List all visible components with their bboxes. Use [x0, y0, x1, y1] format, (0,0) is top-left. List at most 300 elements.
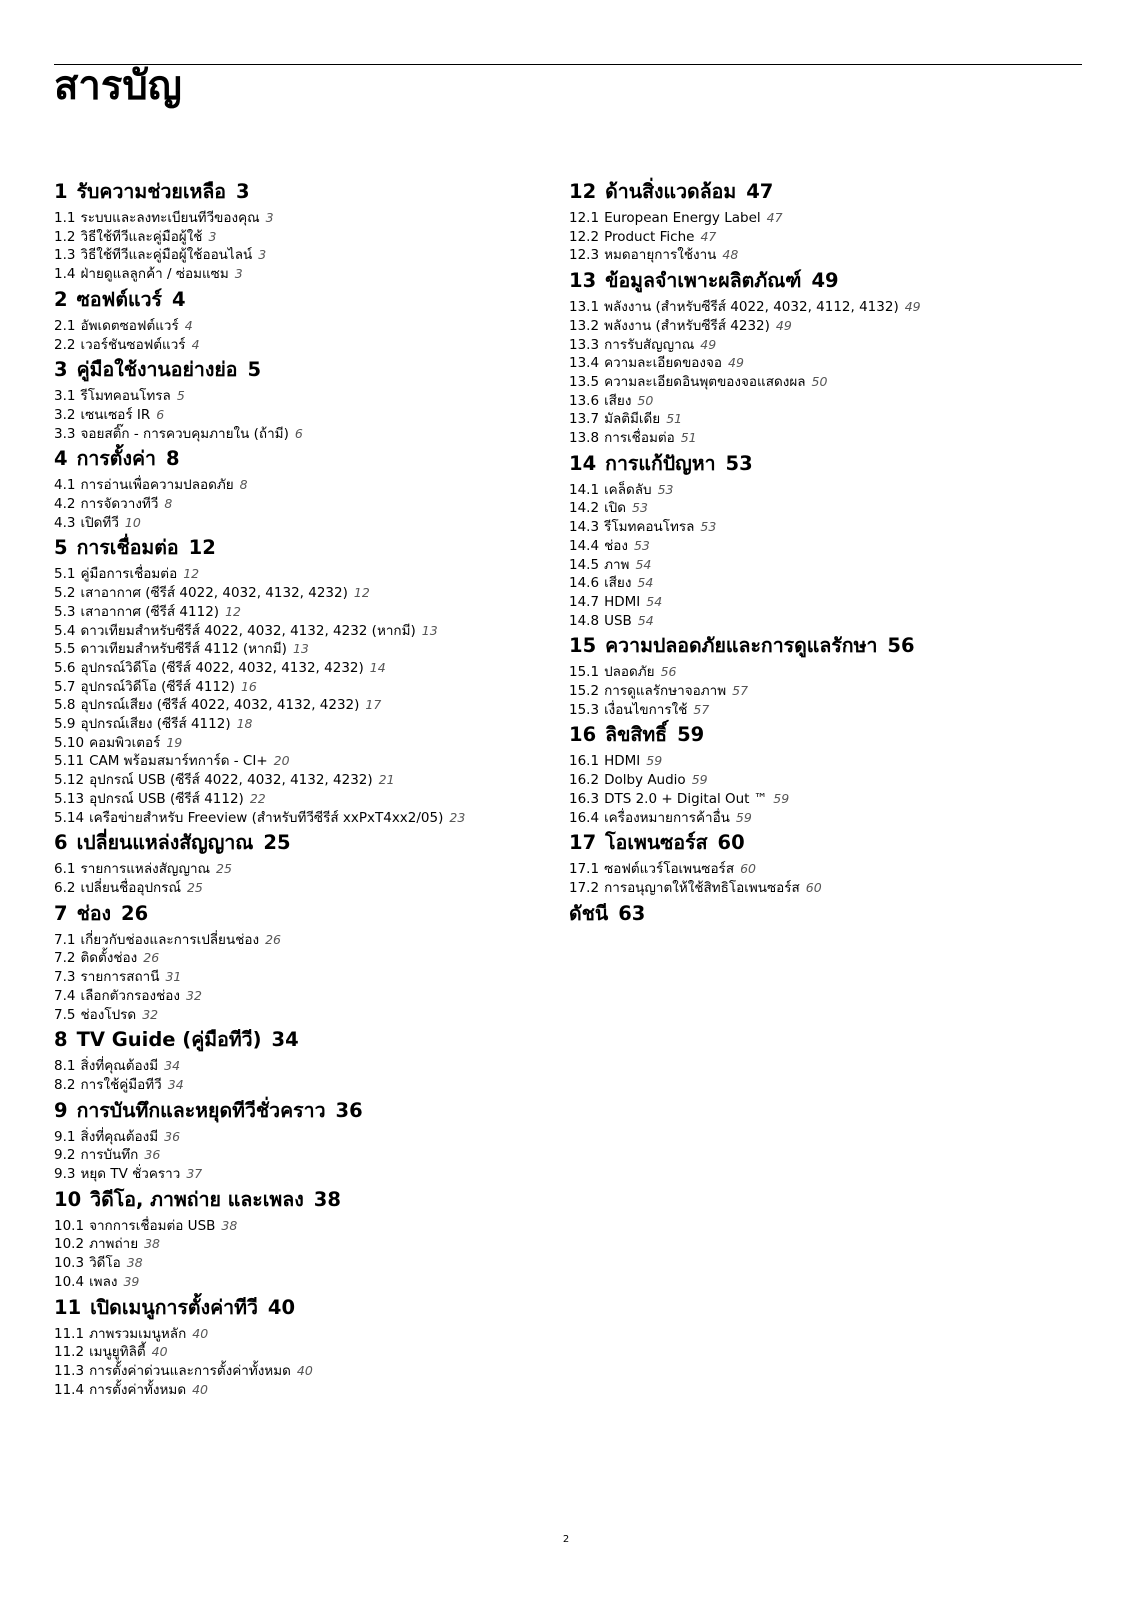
item-text: เสาอากาศ (ซีรีส์ 4112): [80, 603, 220, 620]
item-text: รายการแหล่งสัญญาณ: [80, 861, 211, 878]
toc-section-heading[interactable]: [54, 1028, 554, 1052]
item-number: 16.2: [569, 772, 600, 789]
item-text: อุปกรณ์วิดีโอ (ซีรีส์ 4022, 4032, 4132, 4232): [80, 659, 364, 676]
item-number: 12.3: [569, 247, 600, 264]
toc-item[interactable]: [54, 406, 554, 425]
toc-item-list: [54, 1325, 554, 1400]
toc-item[interactable]: [54, 228, 554, 247]
item-text: HDMI: [604, 593, 641, 610]
item-number: 9.1: [54, 1128, 76, 1145]
item-page: 32: [186, 987, 202, 1003]
item-page: 37: [186, 1166, 203, 1182]
item-page: 3: [265, 210, 274, 225]
item-text: การอ่านเพื่อความปลอดภัย: [80, 477, 234, 494]
item-number: 5.2: [54, 585, 76, 602]
item-page: 3: [208, 228, 217, 244]
toc-item[interactable]: [569, 228, 1081, 247]
item-page: 39: [123, 1273, 140, 1289]
section-page: 60: [717, 831, 745, 855]
toc-item[interactable]: [569, 771, 1081, 790]
toc-item[interactable]: [54, 879, 554, 898]
toc-item[interactable]: [569, 481, 1081, 500]
item-page: 49: [700, 336, 717, 352]
toc-item[interactable]: [54, 1006, 554, 1025]
section-page: 53: [725, 451, 753, 475]
item-number: 17.2: [569, 879, 600, 896]
item-text: การดูแลรักษาจอภาพ: [604, 683, 727, 700]
toc-item[interactable]: [54, 622, 554, 641]
item-number: 5.11: [54, 753, 85, 770]
item-page: 6: [156, 406, 165, 422]
toc-item[interactable]: [54, 476, 554, 495]
toc-item[interactable]: [54, 678, 554, 697]
top-rule: [54, 64, 1082, 65]
toc-item[interactable]: [569, 246, 1081, 265]
item-text: ช่อง: [604, 537, 628, 554]
toc-item[interactable]: [54, 387, 554, 406]
item-text: Product Fiche: [604, 228, 695, 245]
item-text: รีโมทคอนโทรล: [604, 519, 695, 536]
item-text: จอยสติ๊ก - การควบคุมภายใน (ถ้ามี): [80, 425, 289, 442]
toc-item[interactable]: [54, 734, 554, 753]
toc-item[interactable]: [54, 931, 554, 950]
item-text: เครื่องหมายการค้าอื่น: [604, 809, 730, 826]
item-text: คอมพิวเตอร์: [89, 734, 161, 751]
section-page: 56: [887, 634, 915, 658]
toc-item[interactable]: [54, 1381, 554, 1400]
toc-item[interactable]: [569, 612, 1081, 631]
toc-item[interactable]: [569, 574, 1081, 593]
toc-item[interactable]: [54, 790, 554, 809]
item-text: เสียง: [604, 575, 632, 592]
toc-item[interactable]: [54, 715, 554, 734]
section-page: 34: [271, 1028, 299, 1052]
item-text: อัพเดตซอฟต์แวร์: [80, 317, 179, 334]
item-page: 54: [635, 556, 652, 572]
toc-item[interactable]: [54, 317, 554, 336]
toc-item[interactable]: [569, 499, 1081, 518]
toc-item[interactable]: [54, 968, 554, 987]
item-number: 1.2: [54, 228, 76, 245]
section-page: 12: [188, 536, 216, 560]
item-text: เลือกตัวกรองช่อง: [80, 987, 180, 1004]
item-number: 13.5: [569, 373, 600, 390]
item-number: 7.2: [54, 950, 76, 967]
item-text: วิธีใช้ทีวีและคู่มือผู้ใช้ออนไลน์: [80, 247, 253, 264]
item-number: 10.3: [54, 1255, 85, 1272]
item-text: เพลง: [89, 1273, 118, 1290]
item-text: USB: [604, 612, 632, 629]
section-title: วิดีโอ, ภาพถ่าย และเพลง: [90, 1187, 304, 1211]
item-page: 10: [124, 514, 141, 530]
item-page: 54: [637, 612, 654, 628]
item-number: 13.2: [569, 317, 600, 334]
item-page: 12: [225, 603, 241, 619]
toc-item-list: [569, 752, 1081, 827]
item-number: 7.1: [54, 931, 76, 948]
section-title: เปิดเมนูการตั้งค่าทีวี: [90, 1295, 258, 1319]
toc-section-heading[interactable]: [569, 452, 1081, 476]
toc-item[interactable]: [54, 495, 554, 514]
item-text: CAM พร้อมสมาร์ทการ์ด - CI+: [89, 753, 268, 770]
toc-item[interactable]: [54, 1217, 554, 1236]
item-number: 4.3: [54, 514, 76, 531]
section-number: 3: [54, 358, 68, 382]
item-page: 57: [693, 701, 710, 717]
section-number: 8: [54, 1028, 68, 1052]
toc-item[interactable]: [569, 663, 1081, 682]
item-text: อุปกรณ์ USB (ซีรีส์ 4022, 4032, 4132, 4232): [89, 772, 373, 789]
toc-section-heading[interactable]: [569, 902, 1081, 926]
item-text: เสาอากาศ (ซีรีส์ 4022, 4032, 4132, 4232): [80, 585, 348, 602]
item-text: จากการเชื่อมต่อ USB: [89, 1217, 216, 1234]
toc-section-heading[interactable]: [54, 180, 554, 204]
toc-item[interactable]: [569, 429, 1081, 448]
section-title: การตั้งค่า: [76, 447, 156, 471]
item-number: 4.1: [54, 477, 76, 494]
item-text: ปลอดภัย: [604, 664, 655, 681]
item-page: 34: [164, 1058, 181, 1074]
toc-item-list: [54, 1128, 554, 1184]
item-number: 16.3: [569, 790, 600, 807]
toc-item[interactable]: [54, 771, 554, 790]
section-number: 7: [54, 901, 68, 925]
item-text: ภาพรวมเมนูหลัก: [89, 1325, 187, 1342]
item-number: 6.2: [54, 879, 76, 896]
section-title: โอเพนซอร์ส: [605, 831, 708, 855]
toc-item[interactable]: [54, 696, 554, 715]
toc-item[interactable]: [54, 659, 554, 678]
item-text: มัลติมีเดีย: [604, 411, 661, 428]
section-title: การเชื่อมต่อ: [76, 536, 179, 560]
item-page: 32: [142, 1006, 159, 1022]
toc-section-heading[interactable]: [54, 288, 554, 312]
toc-item[interactable]: [569, 317, 1081, 336]
toc-section-heading[interactable]: [54, 1188, 554, 1212]
item-page: 53: [657, 481, 674, 497]
toc-item[interactable]: [569, 879, 1081, 898]
section-number: 5: [54, 536, 68, 560]
item-number: 11.3: [54, 1362, 85, 1379]
item-page: 3: [234, 266, 243, 282]
item-number: 14.6: [569, 575, 600, 592]
item-number: 5.1: [54, 566, 76, 583]
toc-section: [54, 288, 554, 354]
toc-section-heading[interactable]: [569, 180, 1081, 204]
item-page: 60: [740, 861, 756, 877]
item-page: 34: [167, 1076, 184, 1092]
toc-section: [54, 1188, 554, 1292]
section-page: 4: [172, 287, 186, 311]
item-number: 14.8: [569, 612, 600, 629]
toc-item-list: [54, 565, 554, 827]
section-title: คู่มือใช้งานอย่างย่อ: [76, 358, 238, 382]
item-text: ติดตั้งช่อง: [80, 950, 138, 967]
toc-section: [569, 831, 1081, 897]
toc-right-column: [569, 180, 1081, 931]
item-text: เซนเซอร์ IR: [80, 406, 151, 423]
toc-item-list: [54, 209, 554, 284]
item-page: 49: [728, 355, 744, 371]
item-text: เสียง: [604, 392, 632, 409]
item-number: 14.2: [569, 500, 600, 517]
section-number: 11: [54, 1295, 82, 1319]
toc-item[interactable]: [54, 752, 554, 771]
toc-item[interactable]: [54, 1273, 554, 1292]
toc-item[interactable]: [54, 1128, 554, 1147]
toc-item[interactable]: [54, 1325, 554, 1344]
section-number: 13: [569, 269, 597, 293]
toc-section-heading[interactable]: [569, 269, 1081, 293]
item-page: 40: [151, 1344, 168, 1360]
toc-item[interactable]: [54, 1057, 554, 1076]
section-title: ซอฟต์แวร์: [76, 287, 162, 311]
toc-item[interactable]: [54, 514, 554, 533]
toc-section: [54, 180, 554, 284]
item-text: วิธีใช้ทีวีและคู่มือผู้ใช้: [80, 228, 203, 245]
toc-item[interactable]: [569, 298, 1081, 317]
item-text: การบันทึก: [80, 1147, 139, 1164]
item-text: Dolby Audio: [604, 772, 686, 789]
toc-item[interactable]: [569, 410, 1081, 429]
section-number: 10: [54, 1187, 82, 1211]
toc-section-heading[interactable]: [54, 831, 554, 855]
item-text: เปิด: [604, 500, 627, 517]
item-number: 10.4: [54, 1273, 85, 1290]
toc-item[interactable]: [569, 809, 1081, 828]
toc-section: [569, 634, 1081, 719]
section-number: 9: [54, 1098, 68, 1122]
item-number: 5.3: [54, 603, 76, 620]
section-page: 36: [335, 1098, 363, 1122]
item-number: 5.8: [54, 697, 76, 714]
toc-item[interactable]: [54, 1254, 554, 1273]
toc-item[interactable]: [569, 701, 1081, 720]
item-page: 13: [421, 622, 438, 638]
item-text: ซอฟต์แวร์โอเพนซอร์ส: [604, 861, 735, 878]
item-page: 38: [221, 1217, 238, 1233]
toc-section-heading[interactable]: [54, 358, 554, 382]
item-page: 48: [722, 247, 739, 263]
item-text: เงื่อนไขการใช้: [604, 701, 688, 718]
toc-item[interactable]: [569, 556, 1081, 575]
toc-item[interactable]: [54, 1076, 554, 1095]
toc-item[interactable]: [569, 209, 1081, 228]
section-page: 49: [811, 269, 839, 293]
item-number: 9.3: [54, 1166, 76, 1183]
item-page: 31: [165, 969, 182, 985]
toc-item[interactable]: [569, 537, 1081, 556]
toc-section-heading[interactable]: [54, 536, 554, 560]
item-text: พลังงาน (สำหรับซีรีส์ 4232): [604, 317, 770, 334]
item-number: 14.4: [569, 537, 600, 554]
item-number: 3.1: [54, 388, 76, 405]
item-text: เมนูยูทิลิตี้: [89, 1344, 146, 1361]
item-number: 7.3: [54, 969, 76, 986]
toc-item[interactable]: [54, 603, 554, 622]
item-number: 14.3: [569, 519, 600, 536]
toc-left-column: [54, 180, 554, 1403]
section-number: 15: [569, 634, 597, 658]
item-text: อุปกรณ์เสียง (ซีรีส์ 4112): [80, 716, 231, 733]
toc-item[interactable]: [569, 518, 1081, 537]
toc-item-list: [569, 209, 1081, 265]
item-text: สิ่งที่คุณต้องมี: [80, 1058, 159, 1075]
toc-item[interactable]: [54, 265, 554, 284]
toc-section-heading[interactable]: [54, 447, 554, 471]
toc-section: [54, 536, 554, 827]
item-page: 14: [369, 659, 386, 675]
item-number: 17.1: [569, 861, 600, 878]
toc-section: [569, 269, 1081, 448]
item-page: 51: [680, 430, 697, 446]
item-page: 12: [183, 566, 200, 582]
toc-item-list: [569, 481, 1081, 631]
item-page: 47: [700, 228, 717, 244]
toc-section-heading[interactable]: [569, 634, 1081, 658]
section-number: 1: [54, 180, 68, 203]
item-page: 26: [265, 931, 281, 947]
section-page: 8: [166, 447, 180, 471]
item-number: 16.1: [569, 753, 600, 770]
section-page: 25: [263, 831, 291, 855]
item-number: 3.2: [54, 406, 76, 423]
item-text: หยุด TV ชั่วคราว: [80, 1166, 181, 1183]
toc-item[interactable]: [54, 860, 554, 879]
item-page: 4: [184, 317, 193, 333]
toc-item[interactable]: [54, 987, 554, 1006]
item-text: เวอร์ชันซอฟต์แวร์: [80, 336, 186, 353]
section-title: ความปลอดภัยและการดูแลรักษา: [605, 634, 878, 658]
item-number: 7.5: [54, 1006, 76, 1023]
section-number: 2: [54, 287, 68, 311]
item-number: 1.1: [54, 210, 76, 226]
item-page: 22: [249, 790, 266, 806]
section-title: ข้อมูลจำเพาะผลิตภัณฑ์: [605, 269, 802, 293]
toc-item[interactable]: [54, 584, 554, 603]
toc-section: [54, 358, 554, 443]
toc-item[interactable]: [54, 1165, 554, 1184]
item-number: 1.4: [54, 266, 76, 283]
item-text: พลังงาน (สำหรับซีรีส์ 4022, 4032, 4112, 4132): [604, 299, 899, 316]
section-number: 16: [569, 723, 597, 747]
toc-item[interactable]: [54, 640, 554, 659]
toc-item[interactable]: [569, 752, 1081, 771]
page-number: 2: [562, 1534, 570, 1545]
item-number: 11.1: [54, 1325, 85, 1342]
toc-item[interactable]: [54, 809, 554, 828]
toc-item[interactable]: [569, 373, 1081, 392]
item-number: 8.2: [54, 1076, 76, 1093]
toc-item[interactable]: [54, 209, 554, 228]
item-page: 19: [166, 734, 183, 750]
toc-section: [569, 452, 1081, 631]
toc-item[interactable]: [54, 949, 554, 968]
toc-section: [54, 1099, 554, 1184]
toc-item-list: [54, 931, 554, 1025]
toc-item[interactable]: [569, 682, 1081, 701]
item-text: อุปกรณ์วิดีโอ (ซีรีส์ 4112): [80, 678, 235, 695]
toc-item-list: [54, 476, 554, 532]
item-text: คู่มือการเชื่อมต่อ: [80, 566, 178, 583]
item-number: 10.2: [54, 1236, 85, 1253]
item-number: 5.7: [54, 678, 76, 695]
toc-item[interactable]: [569, 593, 1081, 612]
toc-item[interactable]: [569, 790, 1081, 809]
item-text: เคล็ดลับ: [604, 481, 652, 498]
toc-item[interactable]: [569, 860, 1081, 879]
item-text: ช่องโปรด: [80, 1006, 137, 1023]
toc-section-heading[interactable]: [569, 831, 1081, 855]
item-text: European Energy Label: [604, 210, 761, 226]
item-page: 50: [811, 373, 828, 389]
toc-item[interactable]: [54, 565, 554, 584]
item-page: 51: [666, 411, 683, 427]
item-number: 13.6: [569, 392, 600, 409]
toc-section-heading[interactable]: [569, 723, 1081, 747]
item-text: การอนุญาตให้ใช้สิทธิโอเพนซอร์ส: [604, 879, 800, 896]
toc-item[interactable]: [54, 425, 554, 444]
toc-item[interactable]: [54, 1146, 554, 1165]
toc-item[interactable]: [569, 392, 1081, 411]
item-page: 57: [732, 683, 749, 699]
toc-item[interactable]: [569, 336, 1081, 355]
toc-section-heading[interactable]: [54, 1099, 554, 1123]
item-number: 13.7: [569, 411, 600, 428]
item-number: 14.1: [569, 481, 600, 498]
toc-section-heading[interactable]: [54, 1296, 554, 1320]
toc-item-list: [54, 317, 554, 354]
section-page: 38: [313, 1187, 341, 1211]
toc-section-heading[interactable]: [54, 902, 554, 926]
item-text: วิดีโอ: [89, 1255, 121, 1272]
item-text: ฝ่ายดูแลลูกค้า / ซ่อมแซม: [80, 266, 229, 283]
toc-item[interactable]: [569, 354, 1081, 373]
toc-item[interactable]: [54, 1362, 554, 1381]
item-number: 5.9: [54, 716, 76, 733]
section-number: 12: [569, 180, 597, 203]
item-number: 12.1: [569, 210, 600, 226]
item-number: 15.2: [569, 683, 600, 700]
item-page: 54: [646, 593, 663, 609]
item-page: 17: [365, 697, 382, 713]
toc-item[interactable]: [54, 1343, 554, 1362]
item-number: 8.1: [54, 1058, 76, 1075]
toc-item[interactable]: [54, 336, 554, 355]
section-page: 59: [677, 723, 705, 747]
item-text: การจัดวางทีวี: [80, 496, 159, 513]
toc-item[interactable]: [54, 1235, 554, 1254]
toc-item[interactable]: [54, 246, 554, 265]
item-page: 23: [449, 809, 466, 825]
item-page: 53: [632, 500, 648, 516]
item-number: 9.2: [54, 1147, 76, 1164]
toc-section: [569, 902, 1081, 926]
item-text: HDMI: [604, 753, 641, 770]
item-page: 59: [646, 753, 663, 769]
item-page: 8: [239, 477, 248, 493]
item-text: สิ่งที่คุณต้องมี: [80, 1128, 159, 1145]
item-page: 12: [353, 585, 370, 601]
item-text: รายการสถานี: [80, 969, 160, 986]
section-number: 14: [569, 451, 597, 475]
item-page: 56: [660, 664, 677, 680]
toc-section: [569, 723, 1081, 827]
toc-item-list: [569, 860, 1081, 897]
section-title: ช่อง: [76, 901, 112, 925]
item-page: 36: [164, 1128, 181, 1144]
toc-section: [54, 902, 554, 1025]
